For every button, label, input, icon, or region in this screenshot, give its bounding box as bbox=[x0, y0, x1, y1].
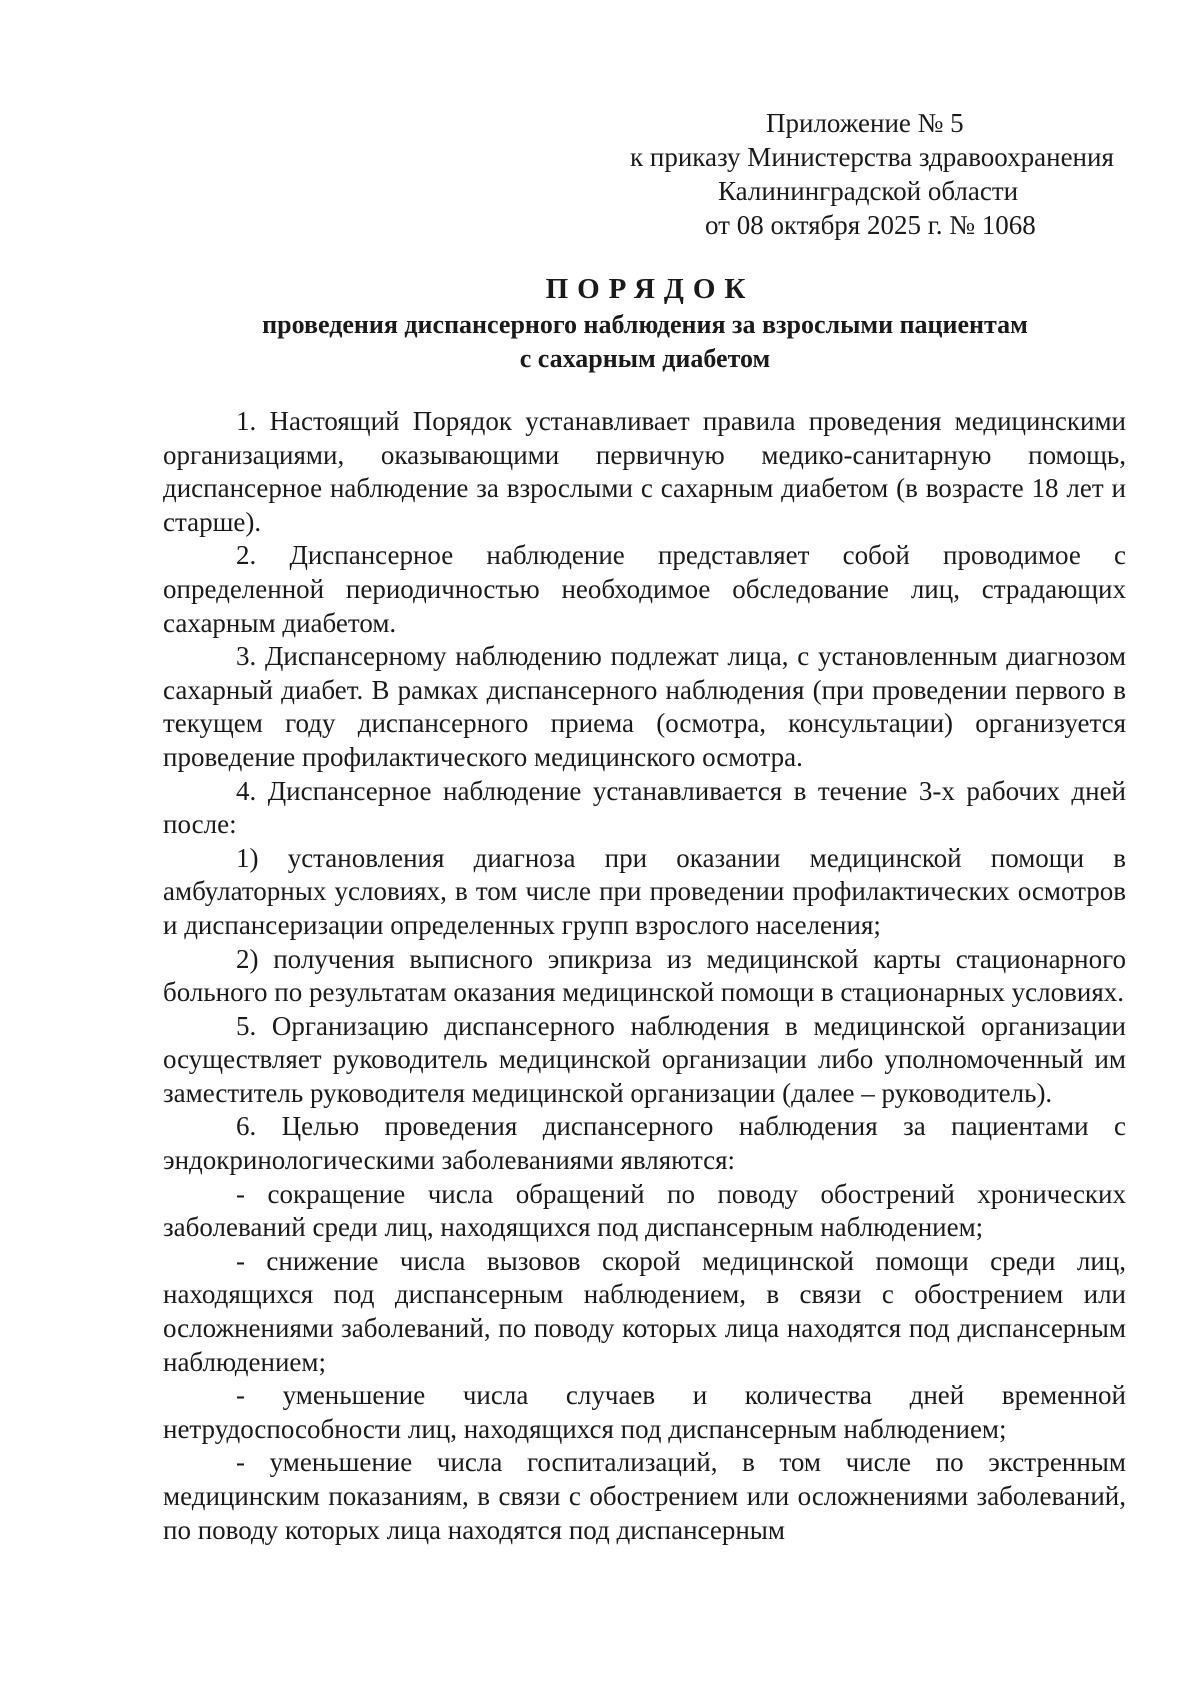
appendix-header bbox=[580, 106, 1114, 242]
paragraph-5: 5. Организацию диспансерного наблюдения в медицинской организации осуществляет руководитель медицинской организации либо уполномоченный им заместитель руководителя медицинской организации (далее – руководитель). bbox=[163, 1010, 1126, 1108]
appendix-region: Калининградской области bbox=[718, 176, 1019, 206]
paragraph-4-item-1: 1) установления диагноза при оказании медицинской помощи в амбулаторных условиях, в том числе при проведении профилактических осмотров и диспансеризации определенных групп взрослого населения; bbox=[163, 842, 1126, 940]
title-main: ПОРЯДОК bbox=[545, 273, 755, 305]
paragraph-1: 1. Настоящий Порядок устанавливает правила проведения медицинскими организациями, оказывающими первичную медико-санитарную помощь, диспансерное наблюдение за взрослыми с сахарным диабетом (в возрасте 18 лет и старше). bbox=[163, 406, 1126, 537]
document-title bbox=[160, 270, 1130, 376]
paragraph-6-item-3: - уменьшение числа случаев и количества дней временной нетрудоспособности лиц, находящихся под диспансерным наблюдением; bbox=[163, 1380, 1126, 1444]
title-subtitle-line1: проведения диспансерного наблюдения за взрослыми пациентам bbox=[262, 310, 1028, 339]
paragraph-2: 2. Диспансерное наблюдение представляет собой проводимое с определенной периодичностью необходимое обследование лиц, страдающих сахарным диабетом. bbox=[163, 540, 1126, 638]
title-subtitle-line2: с сахарным диабетом bbox=[519, 344, 771, 373]
paragraph-6-item-2: - снижение числа вызовов скорой медицинской помощи среди лиц, находящихся под диспансерным наблюдением, в связи с обострением или осложнениями заболеваний, по поводу которых лица находятся под диспансерным наблюдением; bbox=[163, 1245, 1126, 1377]
paragraph-6-item-1: - сокращение числа обращений по поводу обострений хронических заболеваний среди лиц, находящихся под диспансерным наблюдением; bbox=[163, 1178, 1126, 1243]
paragraph-6: 6. Целью проведения диспансерного наблюдения за пациентами с эндокринологическими заболеваниями являются: bbox=[163, 1111, 1126, 1176]
paragraph-4-item-2: 2) получения выписного эпикриза из медицинской карты стационарного больного по результатам оказания медицинской помощи в стационарных условиях. bbox=[163, 943, 1126, 1008]
appendix-date: от 08 октября 2025 г. № 1068 bbox=[705, 210, 1036, 240]
paragraph-4: 4. Диспансерное наблюдение устанавливается в течение 3-х рабочих дней после: bbox=[163, 775, 1126, 840]
document-body bbox=[163, 405, 1126, 1547]
paragraph-3: 3. Диспансерному наблюдению подлежат лица, с установленным диагнозом сахарный диабет. В рамках диспансерного наблюдения (при проведении первого в текущем году диспансерного приема (осмотра, консультации) организуется проведение профилактического медицинского осмотра. bbox=[163, 641, 1126, 772]
paragraph-6-item-4: - уменьшение числа госпитализаций, в том числе по экстренным медицинским показаниям, в связи с обострением или осложнениями заболеваний, по поводу которых лица находятся под диспансерным bbox=[163, 1447, 1126, 1545]
appendix-number: Приложение № 5 bbox=[766, 108, 964, 138]
appendix-order-ref: к приказу Министерства здравоохранения bbox=[630, 142, 1114, 172]
